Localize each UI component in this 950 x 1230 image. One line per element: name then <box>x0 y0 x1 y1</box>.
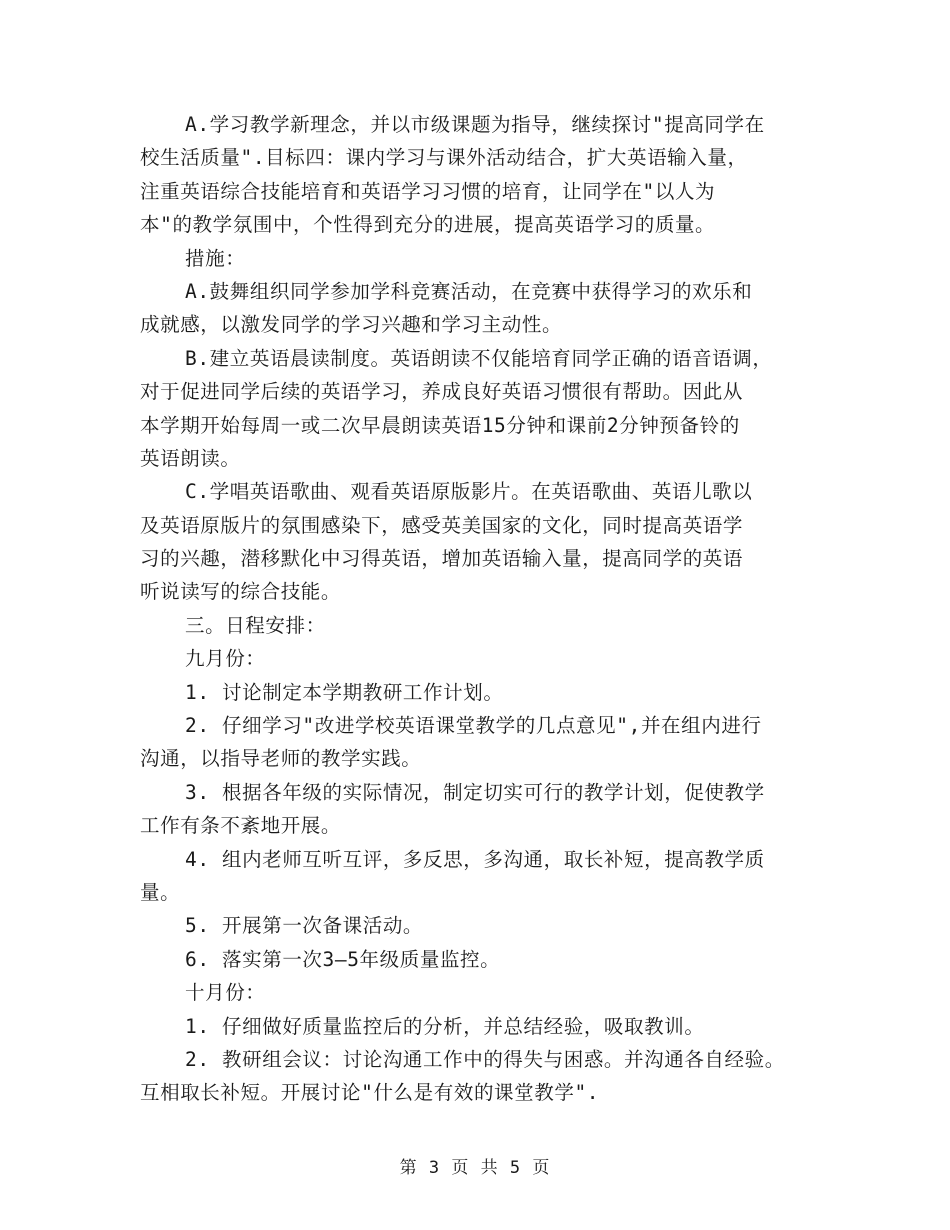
text-line: 1. 仔细做好质量监控后的分析，并总结经验，吸取教训。 <box>185 1014 705 1038</box>
text-line: 2. 教研组会议：讨论沟通工作中的得失与困惑。并沟通各自经验。 <box>185 1047 785 1071</box>
text-line: 6. 落实第一次3—5年级质量监控。 <box>185 947 501 971</box>
text-line: 校生活质量".目标四：课内学习与课外活动结合，扩大英语输入量， <box>140 146 748 170</box>
text-line: 工作有条不紊地开展。 <box>140 814 342 838</box>
text-line: 4. 组内老师互听互评，多反思，多沟通，取长补短，提高教学质 <box>185 847 765 871</box>
text-line: 注重英语综合技能培育和英语学习习惯的培育，让同学在"以人为 <box>140 179 716 203</box>
text-line: 成就感，以激发同学的学习兴趣和学习主动性。 <box>140 313 563 337</box>
text-line: 及英语原版片的氛围感染下，感受英美国家的文化，同时提高英语学 <box>140 513 744 537</box>
text-line: 英语朗读。 <box>140 446 241 470</box>
text-line: 习的兴趣，潜移默化中习得英语，增加英语输入量，提高同学的英语 <box>140 547 744 571</box>
text-line: A.学习教学新理念，并以市级课题为指导，继续探讨"提高同学在 <box>185 113 765 136</box>
text-line: 本学期开始每周一或二次早晨朗读英语15分钟和课前2分钟预备铃的 <box>140 413 740 437</box>
text-line: 互相取长补短。开展讨论"什么是有效的课堂教学". <box>140 1081 600 1105</box>
text-line: 三。日程安排： <box>185 613 326 637</box>
text-line: 措施： <box>185 246 246 270</box>
text-line: 对于促进同学后续的英语学习，养成良好英语习惯很有帮助。因此从 <box>140 380 744 404</box>
text-line: 听说读写的综合技能。 <box>140 580 342 604</box>
text-line: 5. 开展第一次备课活动。 <box>185 914 424 938</box>
text-line: 2. 仔细学习"改进学校英语课堂教学的几点意见",并在组内进行 <box>185 714 762 738</box>
text-line: 3. 根据各年级的实际情况，制定切实可行的教学计划，促使教学 <box>185 780 765 804</box>
document-body <box>140 108 830 1110</box>
text-line: A.鼓舞组织同学参加学科竞赛活动，在竞赛中获得学习的欢乐和 <box>185 279 753 303</box>
text-line: 量。 <box>140 880 181 904</box>
text-line: 沟通，以指导老师的教学实践。 <box>140 747 422 771</box>
text-line: B.建立英语晨读制度。英语朗读不仅能培育同学正确的语音语调， <box>185 346 773 370</box>
text-line: 十月份： <box>185 981 266 1005</box>
text-line: C.学唱英语歌曲、观看英语原版影片。在英语歌曲、英语儿歌以 <box>185 480 753 504</box>
text-line: 本"的教学氛围中，个性得到充分的进展，提高英语学习的质量。 <box>140 213 716 237</box>
text-line: 九月份： <box>185 647 266 671</box>
text-line: 1. 讨论制定本学期教研工作计划。 <box>185 680 504 704</box>
page-footer: 第 3 页 共 5 页 <box>399 1158 551 1178</box>
